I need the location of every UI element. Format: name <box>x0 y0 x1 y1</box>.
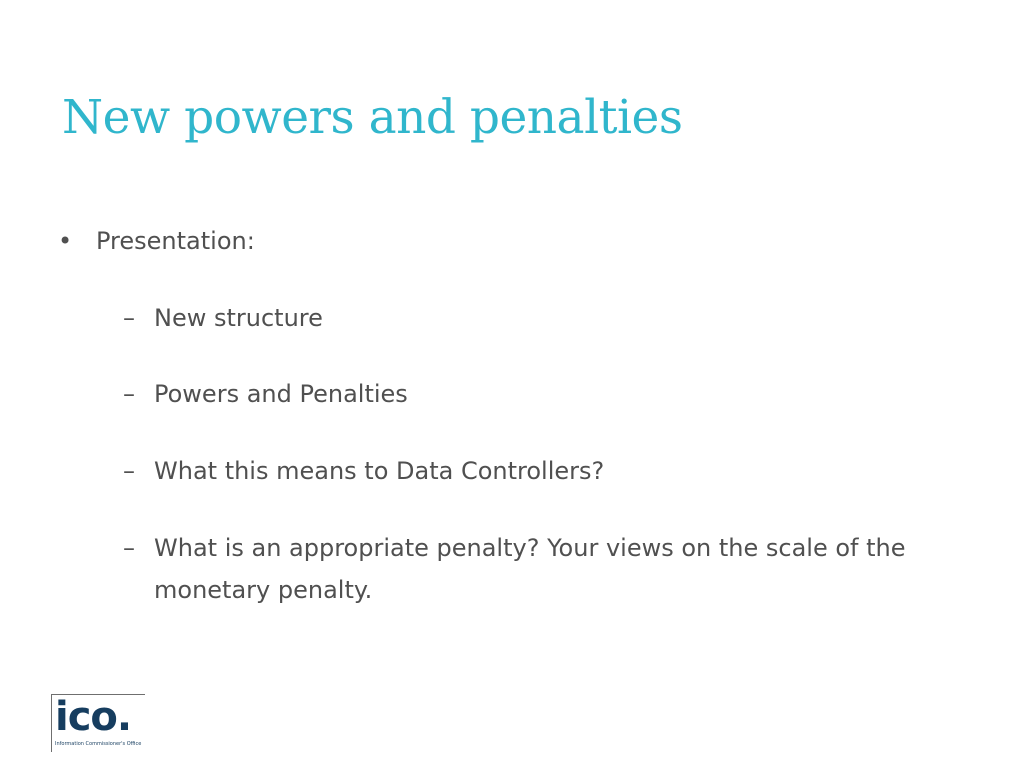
logo-wordmark: ico. <box>55 694 132 740</box>
bullet-marker: • <box>58 227 73 255</box>
sub-item-powers-penalties <box>123 373 983 415</box>
sub-item-text: Powers and Penalties <box>154 380 408 408</box>
dash-marker: – <box>123 457 135 485</box>
logo-subtitle: Information Commissioner's Office <box>55 741 142 747</box>
dash-marker: – <box>123 534 135 562</box>
sub-item-data-controllers <box>123 450 983 492</box>
sub-item-text: What this means to Data Controllers? <box>154 457 605 485</box>
bullet-label: Presentation: <box>96 227 255 255</box>
sub-item-text: New structure <box>154 304 323 332</box>
slide-title: New powers and penalties <box>62 90 683 145</box>
ico-logo <box>51 694 145 752</box>
sub-item-new-structure <box>123 297 983 339</box>
dash-marker: – <box>123 304 135 332</box>
bullet-item-presentation <box>58 226 255 256</box>
sub-item-appropriate-penalty <box>123 527 983 611</box>
dash-marker: – <box>123 380 135 408</box>
sub-item-text: What is an appropriate penalty? Your views on the scale of the monetary penalty. <box>154 534 906 604</box>
